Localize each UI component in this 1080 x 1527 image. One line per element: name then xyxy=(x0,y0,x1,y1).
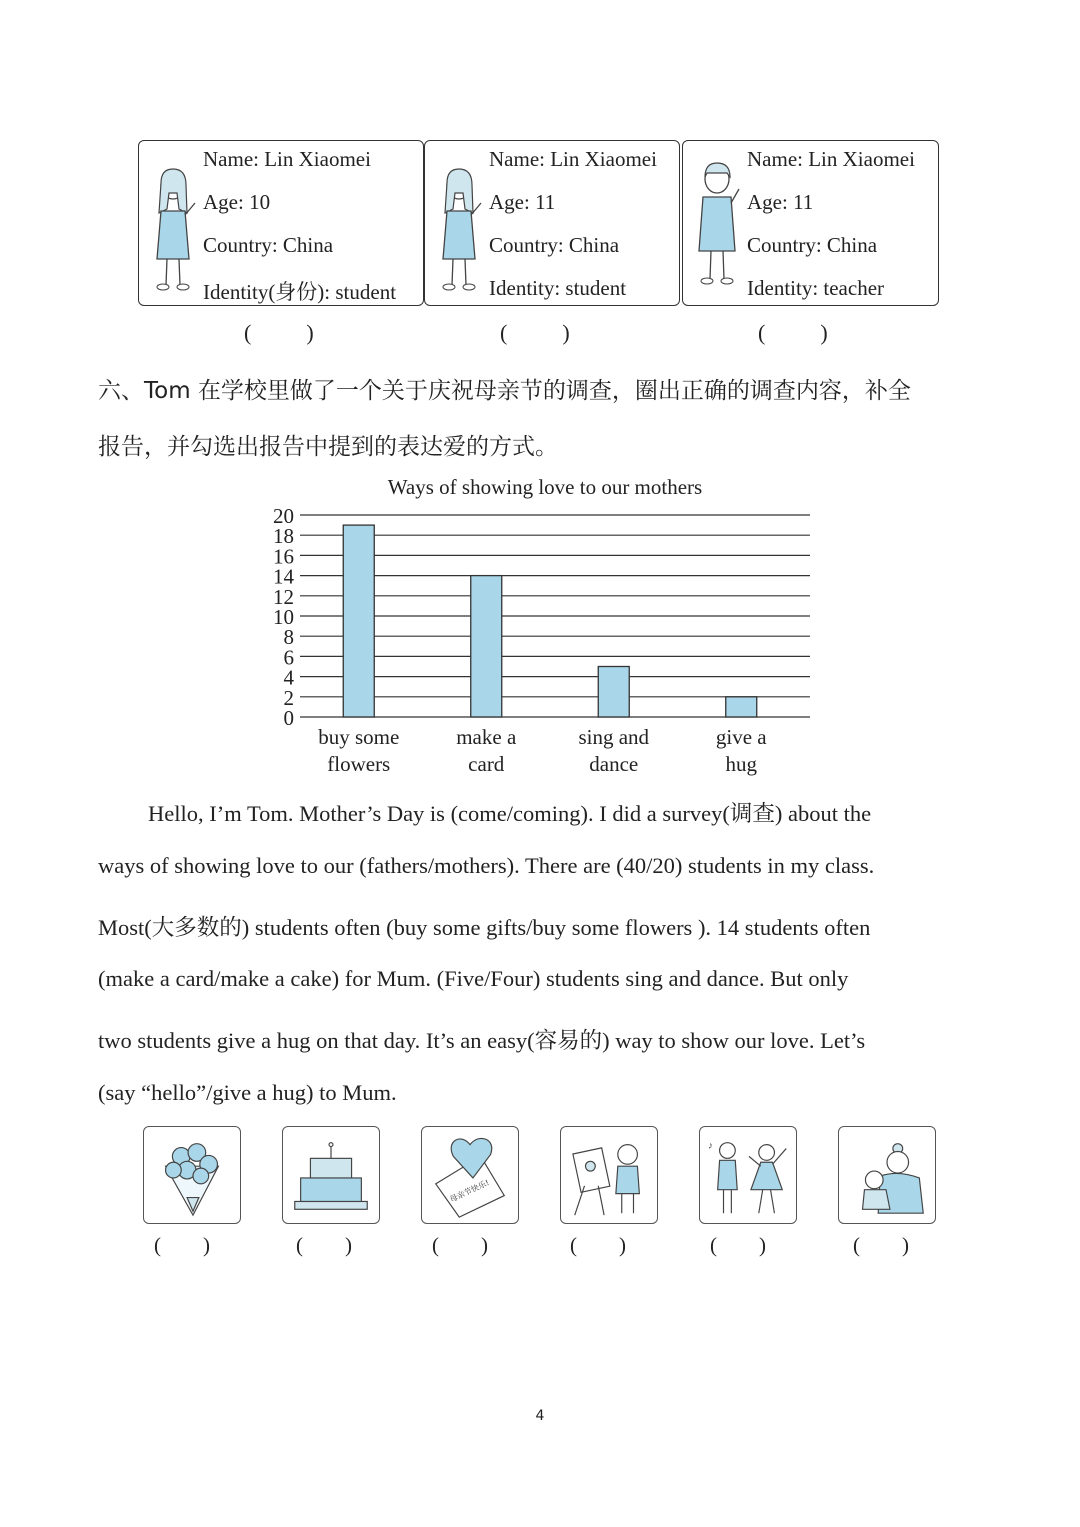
passage-line: (say “hello”/give a hug) to Mum. xyxy=(98,1080,397,1105)
answer-blank[interactable]: ( ) xyxy=(853,1233,909,1257)
x-tick-label: give a xyxy=(715,725,767,749)
flower-bouquet-icon xyxy=(144,1127,240,1223)
answer-blank[interactable]: ( ) xyxy=(432,1233,488,1257)
page-number: 4 xyxy=(535,1408,545,1424)
y-tick-label: 4 xyxy=(283,665,294,690)
y-tick-label: 10 xyxy=(273,605,294,629)
girl-student-figure-icon xyxy=(435,163,483,293)
answer-blank[interactable]: ( ) xyxy=(500,320,570,345)
dancing-girls-icon xyxy=(700,1127,796,1223)
card-identity: Identity(身份): student xyxy=(203,280,397,304)
passage-line: Most(大多数的) students often (buy some gifts/buy some flowers ). 14 students often xyxy=(98,915,871,940)
bar-chart xyxy=(250,470,830,780)
card-age: Age: 11 xyxy=(489,190,556,214)
woman-teacher-figure-icon xyxy=(693,159,741,289)
option-flower-bouquet[interactable] xyxy=(143,1126,241,1224)
x-tick-label: hug xyxy=(725,752,757,776)
bar xyxy=(598,667,629,718)
option-heart-card[interactable] xyxy=(421,1126,519,1224)
card-country: Country: China xyxy=(489,233,620,257)
y-tick-label: 20 xyxy=(273,504,294,528)
girl-student-figure-icon xyxy=(149,163,197,293)
id-card-3 xyxy=(682,140,939,306)
svg-text:♪: ♪ xyxy=(707,1140,713,1152)
x-tick-label: dance xyxy=(589,752,639,776)
y-tick-label: 0 xyxy=(283,706,294,730)
option-drawing-girl[interactable] xyxy=(560,1126,658,1224)
passage-line: Hello, I’m Tom. Mother’s Day is (come/coming). I did a survey(调查) about the xyxy=(148,801,872,826)
x-tick-label: make a xyxy=(456,725,517,749)
bar xyxy=(726,697,757,717)
y-tick-label: 12 xyxy=(273,584,294,609)
x-tick-label: card xyxy=(468,752,505,776)
x-tick-label: sing and xyxy=(578,725,650,749)
y-tick-label: 14 xyxy=(273,564,294,589)
card-country: Country: China xyxy=(747,233,878,257)
answer-blank[interactable]: ( ) xyxy=(710,1233,766,1257)
card-name: Name: Lin Xiaomei xyxy=(489,147,657,171)
x-tick-label: buy some xyxy=(318,725,400,749)
card-name: Name: Lin Xiaomei xyxy=(203,147,371,171)
answer-blank[interactable]: ( ) xyxy=(570,1233,626,1257)
card-identity: Identity: teacher xyxy=(747,276,885,300)
card-age: Age: 11 xyxy=(747,190,814,214)
passage-line: ways of showing love to our (fathers/mothers). There are (40/20) students in my class. xyxy=(98,853,875,878)
y-tick-label: 8 xyxy=(283,625,294,650)
card-greeting-text: 母亲节快乐! xyxy=(448,1178,491,1205)
hug-icon xyxy=(839,1127,935,1223)
answer-blank[interactable]: ( ) xyxy=(758,320,828,345)
y-tick-label: 16 xyxy=(273,544,294,569)
bar xyxy=(343,525,374,717)
id-card-2 xyxy=(424,140,680,306)
card-age: Age: 10 xyxy=(203,190,271,214)
chart-title: Ways of showing love to our mothers xyxy=(387,475,703,499)
x-tick-label: flowers xyxy=(327,752,391,776)
option-cake[interactable] xyxy=(282,1126,380,1224)
drawing-girl-icon xyxy=(561,1127,657,1223)
passage-line: two students give a hug on that day. It’s an easy(容易的) way to show our love. Let’s xyxy=(98,1028,866,1053)
y-tick-label: 18 xyxy=(273,524,294,549)
y-tick-label: 2 xyxy=(283,685,294,710)
card-country: Country: China xyxy=(203,233,334,257)
question-line-1: 六、Tom 在学校里做了一个关于庆祝母亲节的调查，圈出正确的调查内容，补全 xyxy=(98,378,911,404)
card-identity: Identity: student xyxy=(489,276,627,300)
y-tick-label: 6 xyxy=(283,645,294,670)
id-card-1 xyxy=(138,140,424,306)
passage-line: (make a card/make a cake) for Mum. (Five/Four) students sing and dance. But only xyxy=(98,966,849,991)
heart-card-icon xyxy=(422,1127,518,1223)
option-dancing-girls[interactable] xyxy=(699,1126,797,1224)
card-name: Name: Lin Xiaomei xyxy=(747,147,915,171)
bar xyxy=(471,576,502,717)
answer-blank[interactable]: ( ) xyxy=(154,1233,210,1257)
cake-icon xyxy=(283,1127,379,1223)
answer-blank[interactable]: ( ) xyxy=(244,320,314,345)
answer-blank[interactable]: ( ) xyxy=(296,1233,352,1257)
question-line-2: 报告，并勾选出报告中提到的表达爱的方式。 xyxy=(98,434,558,460)
option-hug[interactable] xyxy=(838,1126,936,1224)
